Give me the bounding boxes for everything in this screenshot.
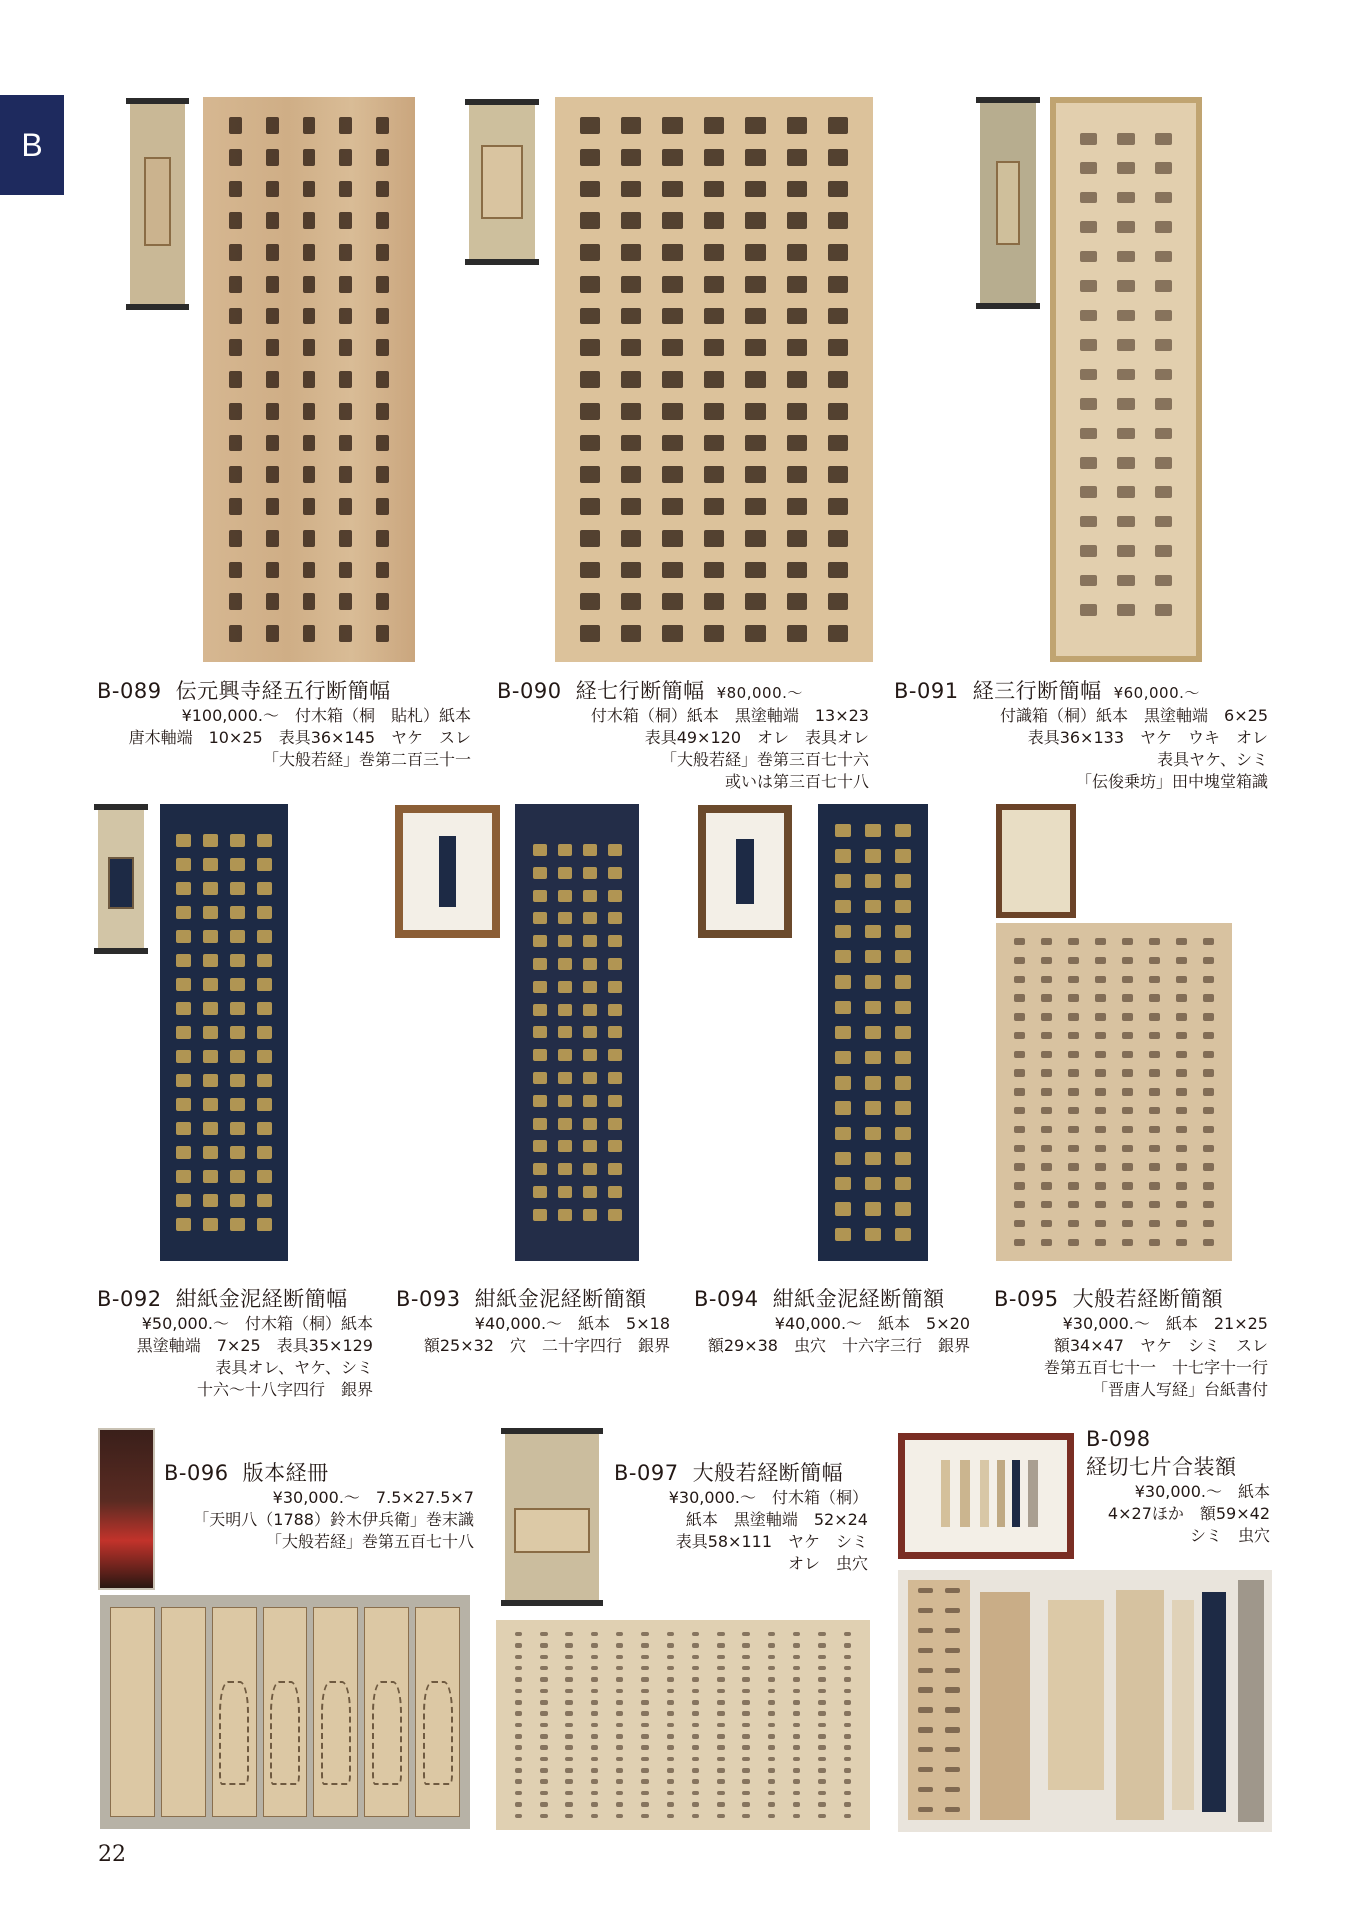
b093-caption: B-093 紺紙金泥経断簡額 ¥40,000.〜 紙本 5×18 額25×32 穴 二十字四行 銀界: [396, 1283, 670, 1357]
fragment-7: [1238, 1580, 1264, 1822]
b093-gold-on-indigo-fragment-image: [515, 804, 639, 1261]
b095-framed-thumb: [996, 804, 1076, 918]
b091-hanging-scroll-thumb: [980, 97, 1036, 309]
b098-code: B-098: [1086, 1427, 1151, 1451]
b091-title: B-091 経三行断簡幅 ¥60,000.〜: [894, 679, 1200, 703]
b091-sutra-fragment-image: [1050, 97, 1202, 662]
b098-title: 経切七片合装額: [1086, 1455, 1237, 1479]
b090-title: B-090 経七行断簡幅 ¥80,000.〜: [497, 679, 803, 703]
b089-hanging-scroll-thumb: [130, 98, 185, 310]
b091-caption: B-091 経三行断簡幅 ¥60,000.〜 付識箱（桐）紙本 黒塗軸端 6×25 表具36×133 ヤケ ウキ オレ 表具ヤケ、シミ 「伝俊乗坊」田中塊堂箱識: [894, 675, 1268, 793]
fragment-3: [1048, 1600, 1104, 1790]
b094-caption: B-094 紺紙金泥経断簡額 ¥40,000.〜 紙本 5×20 額29×38 虫穴 十六字三行 銀界: [694, 1283, 970, 1357]
b095-title: B-095 大般若経断簡額: [994, 1287, 1224, 1311]
b098-caption: B-098 経切七片合装額 ¥30,000.〜 紙本 4×27ほか 額59×42 シミ 虫穴: [1086, 1427, 1270, 1545]
b096-book-cover-image: [98, 1428, 155, 1590]
b090-hanging-scroll-thumb: [469, 99, 535, 265]
b089-title: B-089 伝元興寺経五行断簡幅: [97, 679, 391, 703]
section-tab: B: [0, 95, 64, 195]
b094-framed-thumb: [698, 805, 792, 938]
b089-caption: B-089 伝元興寺経五行断簡幅 ¥100,000.〜 付木箱（桐 貼札）紙本 唐木軸端 10×25 表具36×145 ヤケ スレ 「大般若経」巻第二百三十一: [97, 675, 471, 771]
b097-sutra-fragment-image: [496, 1620, 870, 1830]
b097-hanging-scroll-thumb: [505, 1428, 599, 1606]
b092-title: B-092 紺紙金泥経断簡幅: [97, 1287, 348, 1311]
b098-framed-thumb: [898, 1433, 1074, 1559]
b094-gold-on-indigo-fragment-image: [818, 804, 928, 1261]
fragment-4: [1116, 1590, 1164, 1820]
b094-title: B-094 紺紙金泥経断簡額: [694, 1287, 945, 1311]
b090-sutra-fragment-image: [555, 97, 873, 662]
b096-caption: B-096 版本経冊 ¥30,000.〜 7.5×27.5×7 「天明八（1788）鈴木伊兵衛」巻末識 「大般若経」巻第五百七十八: [164, 1457, 474, 1553]
b095-sutra-fragment-image: [996, 923, 1232, 1261]
fragment-5: [1172, 1600, 1194, 1810]
b096-title: B-096 版本経冊: [164, 1461, 329, 1485]
b096-open-sutra-book-image: [100, 1595, 470, 1829]
b092-hanging-scroll-thumb: [98, 804, 144, 954]
b090-caption: B-090 経七行断簡幅 ¥80,000.〜 付木箱（桐）紙本 黒塗軸端 13×23 表具49×120 オレ 表具オレ 「大般若経」巻第三百七十六 或いは第三百七十八: [497, 675, 869, 793]
b092-gold-on-indigo-fragment-image: [160, 804, 288, 1261]
b095-caption: B-095 大般若経断簡額 ¥30,000.〜 紙本 21×25 額34×47 ヤケ シミ スレ 巻第五百七十一 十七字十一行 「晋唐人写経」台紙書付: [994, 1283, 1268, 1401]
page-number: 22: [98, 1842, 126, 1867]
fragment-6: [1202, 1592, 1226, 1812]
b097-caption: B-097 大般若経断簡幅 ¥30,000.〜 付木箱（桐） 紙本 黒塗軸端 52×24 表具58×111 ヤケ シミ オレ 虫穴: [614, 1457, 868, 1575]
fragment-2: [980, 1592, 1030, 1820]
b097-title: B-097 大般若経断簡幅: [614, 1461, 844, 1485]
b093-framed-thumb: [395, 805, 500, 938]
b092-caption: B-092 紺紙金泥経断簡幅 ¥50,000.〜 付木箱（桐）紙本 黒塗軸端 7×25 表具35×129 表具オレ、ヤケ、シミ 十六〜十八字四行 銀界: [97, 1283, 373, 1401]
fragment-1: [908, 1580, 970, 1820]
b098-seven-fragments-image: [898, 1570, 1272, 1832]
b093-title: B-093 紺紙金泥経断簡額: [396, 1287, 647, 1311]
b089-sutra-fragment-image: [203, 97, 415, 662]
